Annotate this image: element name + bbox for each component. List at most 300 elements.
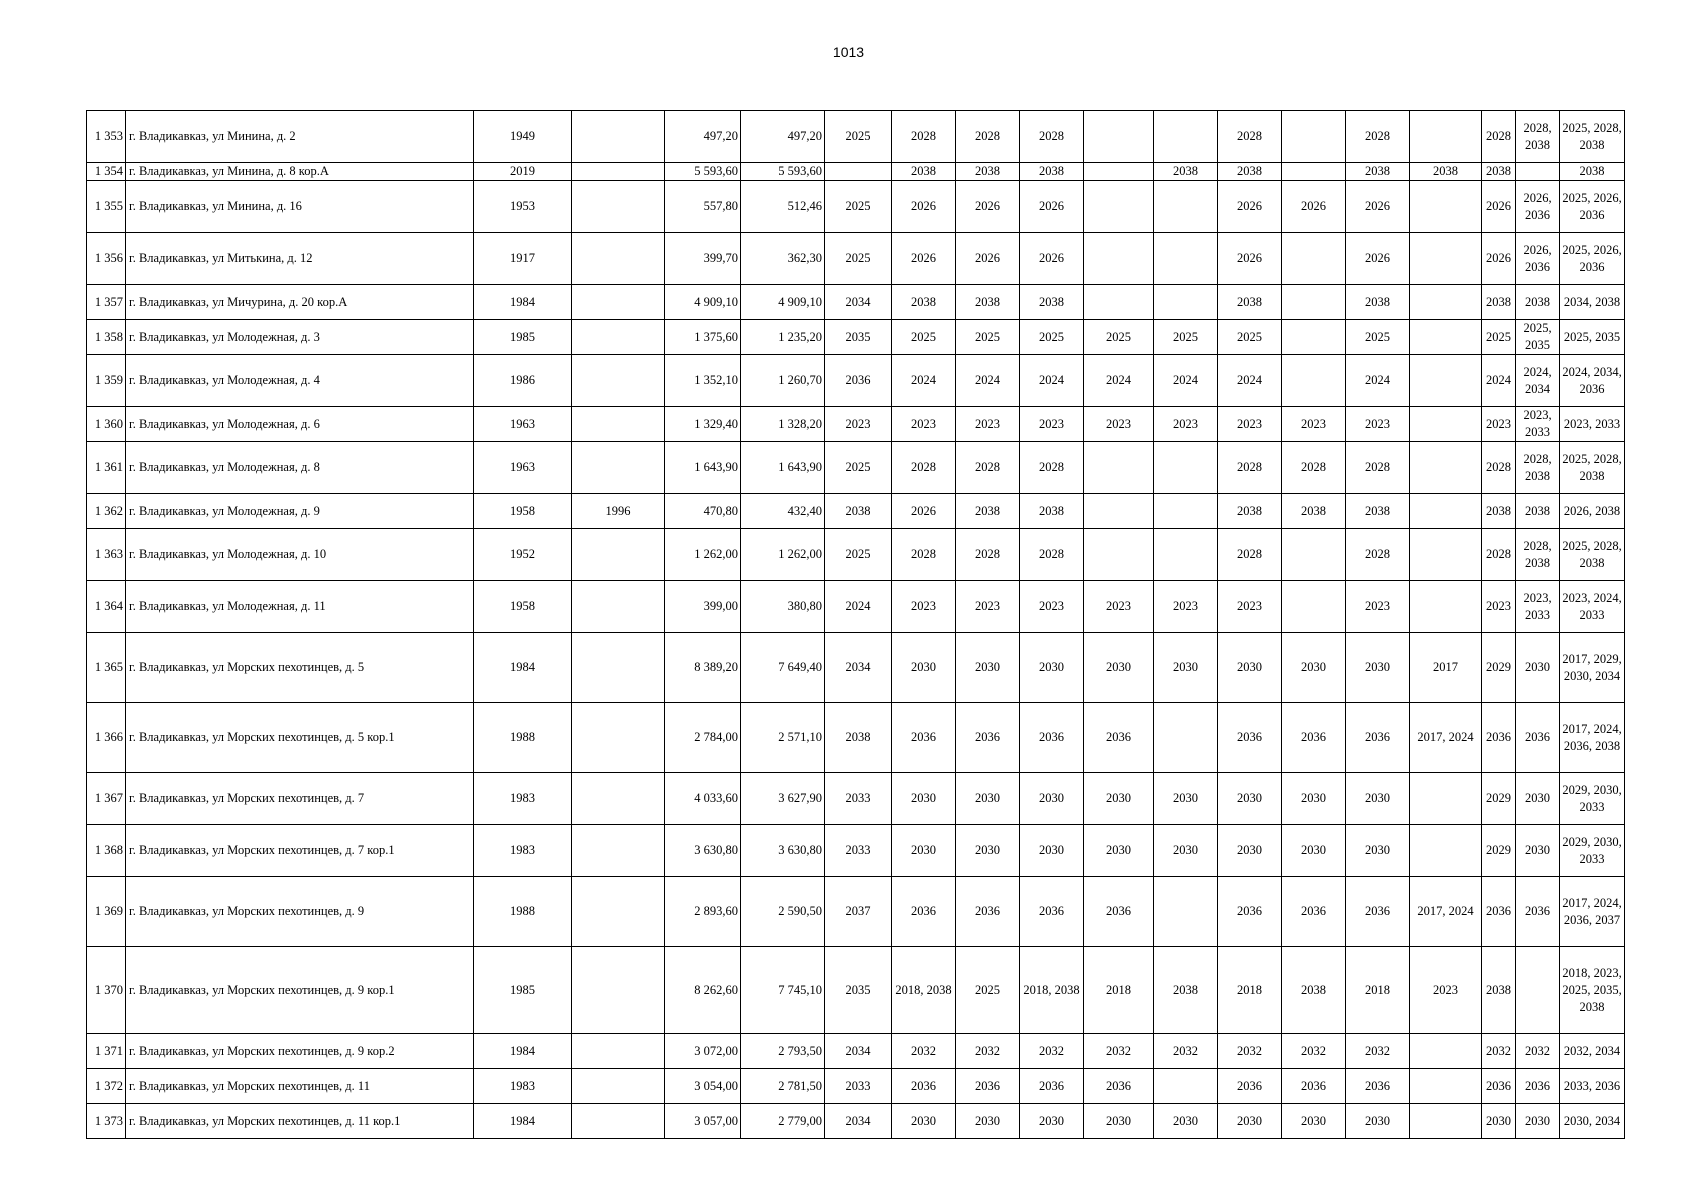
address-cell: г. Владикавказ, ул Морских пехотинцев, д. 5 — [126, 633, 474, 703]
repair-year-cell: 2024 — [1154, 355, 1218, 407]
repair-year-cell — [1410, 285, 1482, 320]
repair-year-cell: 2030 — [1084, 773, 1154, 825]
repair-year-cell — [1084, 285, 1154, 320]
repair-year-cell: 2023 — [825, 407, 892, 442]
total-area-cell: 3 630,80 — [665, 825, 741, 877]
repair-year-cell: 2030 — [1020, 1104, 1084, 1139]
repair-year-cell: 2028 — [1020, 111, 1084, 163]
repair-year-cell: 2029 — [1482, 825, 1516, 877]
repair-year-cell: 2030 — [1282, 633, 1346, 703]
living-area-cell: 5 593,60 — [741, 163, 825, 181]
repair-year-cell: 2028, 2038 — [1516, 111, 1560, 163]
repair-year-cell: 2028 — [1020, 442, 1084, 494]
repair-year-cell — [1282, 163, 1346, 181]
repair-year-cell: 2036 — [1084, 703, 1154, 773]
living-area-cell: 380,80 — [741, 581, 825, 633]
repair-year-cell: 2036 — [1218, 877, 1282, 947]
summary-years-cell: 2034, 2038 — [1560, 285, 1625, 320]
repair-year-cell: 2023 — [1346, 581, 1410, 633]
repair-year-cell — [1154, 703, 1218, 773]
repair-year-cell: 2030 — [1346, 1104, 1410, 1139]
repair-year-cell: 2025 — [1482, 320, 1516, 355]
repair-year-cell — [1154, 442, 1218, 494]
repair-year-cell: 2036 — [892, 703, 956, 773]
repair-year-cell: 2025 — [1154, 320, 1218, 355]
repair-year-cell: 2030 — [1218, 633, 1282, 703]
repair-year-cell: 2023 — [1154, 581, 1218, 633]
repair-year-cell: 2038 — [892, 285, 956, 320]
living-area-cell: 432,40 — [741, 494, 825, 529]
repair-year-cell: 2036 — [1516, 1069, 1560, 1104]
repair-year-cell — [1084, 181, 1154, 233]
year-renovation-cell — [572, 877, 665, 947]
repair-year-cell: 2026 — [956, 181, 1020, 233]
repair-year-cell: 2030 — [1516, 633, 1560, 703]
year-built-cell: 1949 — [474, 111, 572, 163]
year-renovation-cell — [572, 1104, 665, 1139]
repair-year-cell: 2036 — [1516, 877, 1560, 947]
summary-years-cell: 2033, 2036 — [1560, 1069, 1625, 1104]
repair-year-cell: 2026 — [1282, 181, 1346, 233]
repair-year-cell: 2025 — [825, 181, 892, 233]
address-cell: г. Владикавказ, ул Морских пехотинцев, д. 11 кор.1 — [126, 1104, 474, 1139]
repair-year-cell — [1154, 111, 1218, 163]
repair-year-cell: 2028 — [1482, 111, 1516, 163]
address-cell: г. Владикавказ, ул Морских пехотинцев, д. 11 — [126, 1069, 474, 1104]
repair-year-cell: 2026 — [1218, 181, 1282, 233]
total-area-cell: 497,20 — [665, 111, 741, 163]
summary-years-cell: 2024, 2034, 2036 — [1560, 355, 1625, 407]
repair-year-cell — [1410, 581, 1482, 633]
address-cell: г. Владикавказ, ул Митькина, д. 12 — [126, 233, 474, 285]
repair-year-cell: 2030 — [1516, 1104, 1560, 1139]
summary-years-cell: 2038 — [1560, 163, 1625, 181]
repair-year-cell: 2028 — [956, 111, 1020, 163]
address-cell: г. Владикавказ, ул Морских пехотинцев, д. 5 кор.1 — [126, 703, 474, 773]
repair-year-cell: 2033 — [825, 773, 892, 825]
table-row — [87, 442, 1625, 494]
address-cell: г. Владикавказ, ул Морских пехотинцев, д. 9 — [126, 877, 474, 947]
year-built-cell: 1983 — [474, 825, 572, 877]
living-area-cell: 7 649,40 — [741, 633, 825, 703]
total-area-cell: 1 375,60 — [665, 320, 741, 355]
year-renovation-cell: 1996 — [572, 494, 665, 529]
total-area-cell: 470,80 — [665, 494, 741, 529]
year-renovation-cell — [572, 581, 665, 633]
repair-year-cell: 2036 — [1218, 703, 1282, 773]
total-area-cell: 1 262,00 — [665, 529, 741, 581]
table-row — [87, 581, 1625, 633]
row-number: 1 358 — [87, 320, 126, 355]
repair-year-cell: 2038 — [1482, 494, 1516, 529]
repair-year-cell: 2038 — [1218, 285, 1282, 320]
address-cell: г. Владикавказ, ул Морских пехотинцев, д. 7 — [126, 773, 474, 825]
repair-year-cell — [1410, 407, 1482, 442]
repair-year-cell: 2034 — [825, 633, 892, 703]
address-cell: г. Владикавказ, ул Молодежная, д. 9 — [126, 494, 474, 529]
repair-year-cell: 2024 — [825, 581, 892, 633]
repair-year-cell: 2038 — [1218, 163, 1282, 181]
living-area-cell: 2 781,50 — [741, 1069, 825, 1104]
total-area-cell: 3 072,00 — [665, 1034, 741, 1069]
table-row — [87, 1069, 1625, 1104]
repair-year-cell — [1410, 111, 1482, 163]
repair-year-cell — [1282, 581, 1346, 633]
repair-year-cell: 2028 — [1282, 442, 1346, 494]
row-number: 1 373 — [87, 1104, 126, 1139]
repair-year-cell: 2033 — [825, 1069, 892, 1104]
repair-year-cell: 2036 — [1482, 877, 1516, 947]
repair-year-cell: 2018, 2038 — [1020, 947, 1084, 1034]
repair-year-cell: 2023 — [1084, 581, 1154, 633]
repair-year-cell — [1282, 233, 1346, 285]
repair-year-cell: 2032 — [1516, 1034, 1560, 1069]
repair-year-cell: 2018 — [1084, 947, 1154, 1034]
repair-year-cell: 2023 — [956, 581, 1020, 633]
table-row — [87, 320, 1625, 355]
repair-year-cell: 2038 — [1154, 163, 1218, 181]
row-number: 1 354 — [87, 163, 126, 181]
table-row — [87, 407, 1625, 442]
table-row — [87, 285, 1625, 320]
repair-year-cell: 2030 — [1154, 1104, 1218, 1139]
repair-year-cell: 2028 — [1346, 442, 1410, 494]
year-built-cell: 1952 — [474, 529, 572, 581]
repair-year-cell — [1084, 233, 1154, 285]
year-built-cell: 1988 — [474, 877, 572, 947]
address-cell: г. Владикавказ, ул Минина, д. 8 кор.А — [126, 163, 474, 181]
year-built-cell: 1983 — [474, 1069, 572, 1104]
repair-year-cell: 2036 — [1020, 703, 1084, 773]
table-row — [87, 1034, 1625, 1069]
repair-year-cell — [1410, 181, 1482, 233]
living-area-cell: 1 260,70 — [741, 355, 825, 407]
repair-year-cell: 2018 — [1346, 947, 1410, 1034]
repair-year-cell: 2026 — [1218, 233, 1282, 285]
repair-year-cell: 2018, 2038 — [892, 947, 956, 1034]
repair-year-cell: 2032 — [1482, 1034, 1516, 1069]
repair-year-cell: 2026, 2036 — [1516, 233, 1560, 285]
repair-year-cell: 2024 — [1482, 355, 1516, 407]
repair-year-cell: 2038 — [825, 494, 892, 529]
repair-year-cell: 2023 — [1020, 581, 1084, 633]
repair-year-cell: 2036 — [1218, 1069, 1282, 1104]
row-number: 1 372 — [87, 1069, 126, 1104]
living-area-cell: 512,46 — [741, 181, 825, 233]
repair-year-cell: 2030 — [1084, 1104, 1154, 1139]
repair-year-cell: 2038 — [1516, 494, 1560, 529]
row-number: 1 355 — [87, 181, 126, 233]
repair-year-cell: 2024 — [892, 355, 956, 407]
repair-year-cell: 2030 — [956, 1104, 1020, 1139]
table-row — [87, 355, 1625, 407]
address-cell: г. Владикавказ, ул Морских пехотинцев, д. 7 кор.1 — [126, 825, 474, 877]
address-cell: г. Владикавказ, ул Мичурина, д. 20 кор.А — [126, 285, 474, 320]
repair-year-cell: 2030 — [956, 633, 1020, 703]
living-area-cell: 2 590,50 — [741, 877, 825, 947]
address-cell: г. Владикавказ, ул Морских пехотинцев, д. 9 кор.2 — [126, 1034, 474, 1069]
repair-year-cell: 2028 — [1346, 111, 1410, 163]
summary-years-cell: 2023, 2033 — [1560, 407, 1625, 442]
total-area-cell: 399,70 — [665, 233, 741, 285]
repair-year-cell: 2030 — [892, 633, 956, 703]
repair-year-cell: 2025 — [825, 442, 892, 494]
living-area-cell: 1 643,90 — [741, 442, 825, 494]
repair-year-cell: 2023 — [1218, 407, 1282, 442]
repair-year-cell: 2038 — [1282, 947, 1346, 1034]
summary-years-cell: 2030, 2034 — [1560, 1104, 1625, 1139]
repair-year-cell: 2038 — [1346, 163, 1410, 181]
year-built-cell: 1988 — [474, 703, 572, 773]
repair-year-cell — [1410, 494, 1482, 529]
repair-year-cell: 2018 — [1218, 947, 1282, 1034]
year-built-cell: 1958 — [474, 494, 572, 529]
repair-year-cell: 2036 — [956, 703, 1020, 773]
repair-year-cell — [1282, 111, 1346, 163]
repair-year-cell: 2024 — [1346, 355, 1410, 407]
repair-year-cell: 2032 — [956, 1034, 1020, 1069]
year-renovation-cell — [572, 633, 665, 703]
repair-year-cell: 2028, 2038 — [1516, 529, 1560, 581]
repair-year-cell: 2028 — [892, 442, 956, 494]
page-number: 1013 — [832, 44, 865, 60]
row-number: 1 361 — [87, 442, 126, 494]
repair-year-cell: 2028 — [1218, 111, 1282, 163]
repair-year-cell: 2038 — [1516, 285, 1560, 320]
table-row — [87, 825, 1625, 877]
repair-year-cell: 2023 — [1346, 407, 1410, 442]
repair-year-cell: 2025 — [1020, 320, 1084, 355]
repair-year-cell: 2036 — [1516, 703, 1560, 773]
living-area-cell: 1 328,20 — [741, 407, 825, 442]
table-row — [87, 877, 1625, 947]
repair-year-cell: 2024 — [1218, 355, 1282, 407]
address-cell: г. Владикавказ, ул Молодежная, д. 6 — [126, 407, 474, 442]
repair-year-cell — [1154, 877, 1218, 947]
repair-year-cell: 2030 — [1020, 633, 1084, 703]
table-row — [87, 181, 1625, 233]
repair-year-cell: 2038 — [825, 703, 892, 773]
repair-year-cell: 2035 — [825, 320, 892, 355]
total-area-cell: 1 643,90 — [665, 442, 741, 494]
repair-year-cell — [1410, 1034, 1482, 1069]
living-area-cell: 3 627,90 — [741, 773, 825, 825]
year-built-cell: 1984 — [474, 285, 572, 320]
repair-year-cell: 2025 — [892, 320, 956, 355]
repair-year-cell: 2029 — [1482, 773, 1516, 825]
year-renovation-cell — [572, 442, 665, 494]
repair-year-cell: 2038 — [1482, 163, 1516, 181]
total-area-cell: 3 057,00 — [665, 1104, 741, 1139]
repair-year-cell: 2028 — [1482, 529, 1516, 581]
address-cell: г. Владикавказ, ул Молодежная, д. 3 — [126, 320, 474, 355]
summary-years-cell: 2025, 2035 — [1560, 320, 1625, 355]
table-row — [87, 529, 1625, 581]
repair-year-cell: 2030 — [1154, 825, 1218, 877]
repair-year-cell: 2034 — [825, 285, 892, 320]
repair-year-cell: 2036 — [1346, 703, 1410, 773]
repair-year-cell: 2036 — [1084, 1069, 1154, 1104]
repair-year-cell — [1410, 529, 1482, 581]
repair-year-cell: 2030 — [1218, 773, 1282, 825]
row-number: 1 357 — [87, 285, 126, 320]
repair-year-cell: 2030 — [956, 773, 1020, 825]
repair-year-cell: 2028 — [1218, 442, 1282, 494]
address-cell: г. Владикавказ, ул Минина, д. 2 — [126, 111, 474, 163]
total-area-cell: 4 033,60 — [665, 773, 741, 825]
table-row — [87, 1104, 1625, 1139]
total-area-cell: 4 909,10 — [665, 285, 741, 320]
year-renovation-cell — [572, 947, 665, 1034]
repair-year-cell: 2030 — [1084, 633, 1154, 703]
year-built-cell: 1984 — [474, 633, 572, 703]
repair-year-cell: 2038 — [1218, 494, 1282, 529]
address-cell: г. Владикавказ, ул Молодежная, д. 8 — [126, 442, 474, 494]
repair-year-cell: 2034 — [825, 1104, 892, 1139]
repair-year-cell: 2023 — [1020, 407, 1084, 442]
repair-year-cell: 2036 — [1282, 877, 1346, 947]
repair-year-cell — [1154, 181, 1218, 233]
year-built-cell: 1983 — [474, 773, 572, 825]
repair-year-cell: 2032 — [1020, 1034, 1084, 1069]
repair-year-cell: 2038 — [1346, 494, 1410, 529]
repair-year-cell: 2025 — [956, 947, 1020, 1034]
repair-year-cell: 2028 — [892, 529, 956, 581]
year-renovation-cell — [572, 285, 665, 320]
repair-year-cell: 2030 — [1282, 825, 1346, 877]
repair-year-cell: 2038 — [1346, 285, 1410, 320]
year-renovation-cell — [572, 703, 665, 773]
repair-year-cell: 2023 — [892, 581, 956, 633]
row-number: 1 368 — [87, 825, 126, 877]
repair-year-cell: 2030 — [1346, 825, 1410, 877]
total-area-cell: 1 329,40 — [665, 407, 741, 442]
table-row — [87, 111, 1625, 163]
repair-year-cell: 2017, 2024 — [1410, 877, 1482, 947]
repair-year-cell: 2025 — [825, 529, 892, 581]
repair-year-cell: 2026 — [892, 233, 956, 285]
living-area-cell: 2 779,00 — [741, 1104, 825, 1139]
row-number: 1 367 — [87, 773, 126, 825]
repair-year-cell: 2028 — [956, 442, 1020, 494]
repair-year-cell — [1084, 442, 1154, 494]
table-row — [87, 703, 1625, 773]
summary-years-cell: 2017, 2029, 2030, 2034 — [1560, 633, 1625, 703]
year-built-cell: 1953 — [474, 181, 572, 233]
repair-year-cell — [1084, 529, 1154, 581]
summary-years-cell: 2025, 2028, 2038 — [1560, 529, 1625, 581]
repair-year-cell: 2030 — [1346, 773, 1410, 825]
repair-year-cell: 2026, 2036 — [1516, 181, 1560, 233]
repair-year-cell — [1084, 494, 1154, 529]
repair-year-cell: 2026 — [1482, 181, 1516, 233]
repair-year-cell: 2038 — [956, 285, 1020, 320]
repair-year-cell: 2023, 2033 — [1516, 581, 1560, 633]
repair-year-cell: 2036 — [1346, 877, 1410, 947]
total-area-cell: 399,00 — [665, 581, 741, 633]
living-area-cell: 3 630,80 — [741, 825, 825, 877]
repair-year-cell: 2030 — [892, 773, 956, 825]
repair-year-cell: 2023 — [1482, 407, 1516, 442]
repair-year-cell: 2032 — [892, 1034, 956, 1069]
repair-year-cell: 2017 — [1410, 633, 1482, 703]
repair-year-cell: 2025, 2035 — [1516, 320, 1560, 355]
repair-year-cell: 2034 — [825, 1034, 892, 1069]
repair-year-cell: 2038 — [1410, 163, 1482, 181]
repair-year-cell: 2023 — [956, 407, 1020, 442]
repair-year-cell: 2017, 2024 — [1410, 703, 1482, 773]
repair-year-cell: 2030 — [892, 1104, 956, 1139]
year-renovation-cell — [572, 355, 665, 407]
repair-year-cell: 2026 — [1346, 181, 1410, 233]
address-cell: г. Владикавказ, ул Молодежная, д. 10 — [126, 529, 474, 581]
year-renovation-cell — [572, 233, 665, 285]
repair-year-cell: 2026 — [892, 494, 956, 529]
table-row — [87, 494, 1625, 529]
repair-year-cell: 2036 — [956, 1069, 1020, 1104]
summary-years-cell: 2018, 2023, 2025, 2035, 2038 — [1560, 947, 1625, 1034]
repair-year-cell: 2028 — [956, 529, 1020, 581]
repair-year-cell: 2038 — [1482, 947, 1516, 1034]
repair-year-cell — [1410, 825, 1482, 877]
summary-years-cell: 2017, 2024, 2036, 2037 — [1560, 877, 1625, 947]
summary-years-cell: 2025, 2026, 2036 — [1560, 233, 1625, 285]
repair-year-cell: 2028, 2038 — [1516, 442, 1560, 494]
year-built-cell: 1958 — [474, 581, 572, 633]
year-built-cell: 1984 — [474, 1034, 572, 1069]
table-row — [87, 947, 1625, 1034]
table-row — [87, 773, 1625, 825]
repair-year-cell: 2025 — [1084, 320, 1154, 355]
year-renovation-cell — [572, 773, 665, 825]
repair-year-cell: 2038 — [1482, 285, 1516, 320]
repair-year-cell: 2025 — [825, 233, 892, 285]
repair-year-cell: 2032 — [1084, 1034, 1154, 1069]
repair-year-cell: 2038 — [1020, 285, 1084, 320]
repair-year-cell: 2026 — [1020, 181, 1084, 233]
living-area-cell: 7 745,10 — [741, 947, 825, 1034]
repair-year-cell: 2028 — [1346, 529, 1410, 581]
row-number: 1 360 — [87, 407, 126, 442]
repair-year-cell — [1410, 773, 1482, 825]
repair-year-cell: 2023, 2033 — [1516, 407, 1560, 442]
repair-year-cell: 2025 — [825, 111, 892, 163]
year-built-cell: 2019 — [474, 163, 572, 181]
repair-year-cell: 2026 — [1020, 233, 1084, 285]
year-built-cell: 1963 — [474, 442, 572, 494]
repair-year-cell: 2036 — [1020, 877, 1084, 947]
repair-year-cell: 2030 — [1282, 773, 1346, 825]
repair-year-cell: 2028 — [1218, 529, 1282, 581]
repair-year-cell: 2026 — [892, 181, 956, 233]
repair-year-cell: 2023 — [1084, 407, 1154, 442]
row-number: 1 371 — [87, 1034, 126, 1069]
repair-year-cell — [1282, 285, 1346, 320]
living-area-cell: 1 235,20 — [741, 320, 825, 355]
repair-year-cell: 2035 — [825, 947, 892, 1034]
address-cell: г. Владикавказ, ул Молодежная, д. 4 — [126, 355, 474, 407]
housing-registry-table — [86, 110, 1625, 1139]
repair-year-cell: 2030 — [1020, 825, 1084, 877]
repair-year-cell: 2025 — [956, 320, 1020, 355]
repair-year-cell — [1154, 529, 1218, 581]
repair-year-cell: 2026 — [1482, 233, 1516, 285]
repair-year-cell: 2036 — [956, 877, 1020, 947]
year-built-cell: 1963 — [474, 407, 572, 442]
repair-year-cell: 2030 — [1218, 825, 1282, 877]
repair-year-cell: 2026 — [1346, 233, 1410, 285]
repair-year-cell — [1282, 529, 1346, 581]
